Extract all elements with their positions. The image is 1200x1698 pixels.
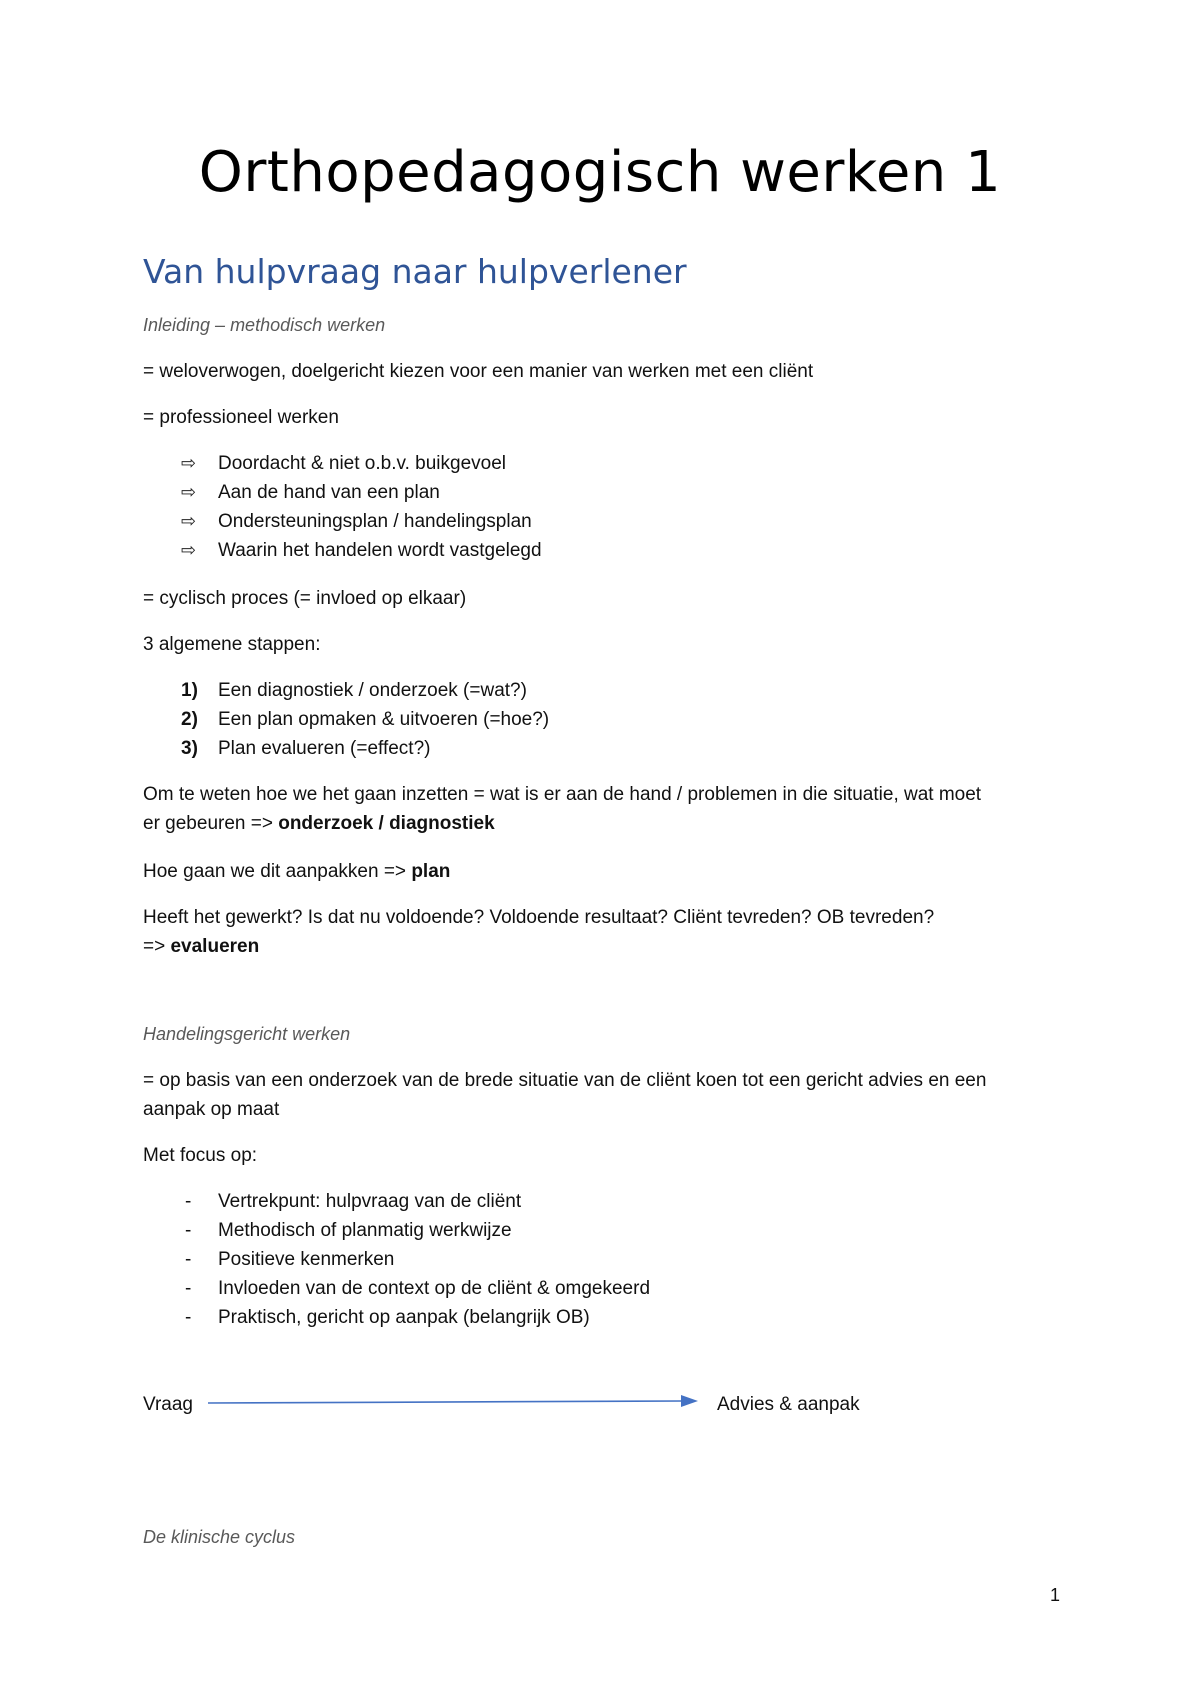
dash-list [143,1187,650,1332]
paragraph-plan: Hoe gaan we dit aanpakken => plan [143,861,451,882]
dash-bullet: - [185,1249,192,1270]
list-item: ⇨ Doordacht & niet o.b.v. buikgevoel [143,449,542,478]
section-heading: Van hulpvraag naar hulpverlener [143,252,687,291]
list-item: - Methodisch of planmatig werkwijze [143,1216,650,1245]
flow-arrow-icon [208,1393,698,1413]
flow-label-advies: Advies & aanpak [717,1394,860,1415]
step-number: 2) [181,709,198,730]
list-item: - Praktisch, gericht op aanpak (belangrijk OB) [143,1303,650,1332]
paragraph-definition: = weloverwogen, doelgericht kiezen voor een manier van werken met een cliënt [143,361,814,382]
list-item: - Positieve kenmerken [143,1245,650,1274]
paragraph-stappen-intro: 3 algemene stappen: [143,634,321,655]
arrow-right-icon: ⇨ [181,482,197,502]
list-item: - Invloeden van de context op de cliënt & omgekeerd [143,1274,650,1303]
arrow-list [143,449,542,565]
paragraph-handelingsgericht: = op basis van een onderzoek van de brede situatie van de cliënt koen tot een gericht advies en een aanpak op maat [143,1070,987,1120]
page-number: 1 [1050,1585,1061,1605]
dash-bullet: - [185,1278,192,1299]
arrow-right-icon: ⇨ [181,540,197,560]
subtitle-handelingsgericht: Handelingsgericht werken [143,1024,351,1044]
step-number: 3) [181,738,198,759]
subtitle-klinische-cyclus: De klinische cyclus [143,1527,296,1547]
list-item: ⇨ Ondersteuningsplan / handelingsplan [143,507,542,536]
dash-bullet: - [185,1307,192,1328]
list-item: 3) Plan evalueren (=effect?) [143,734,549,763]
document-title: Orthopedagogisch werken 1 [198,140,1002,205]
list-item: ⇨ Waarin het handelen wordt vastgelegd [143,536,542,565]
step-number: 1) [181,680,198,701]
dash-bullet: - [185,1220,192,1241]
paragraph-cyclisch: = cyclisch proces (= invloed op elkaar) [143,588,467,609]
arrow-right-icon: ⇨ [181,511,197,531]
numbered-steps-list [143,676,549,763]
paragraph-evalueren: Heeft het gewerkt? Is dat nu voldoende? Voldoende resultaat? Cliënt tevreden? OB tevreden? => evalueren [143,907,935,957]
arrow-right-icon: ⇨ [181,453,197,473]
list-item: ⇨ Aan de hand van een plan [143,478,542,507]
dash-bullet: - [185,1191,192,1212]
list-item: 2) Een plan opmaken & uitvoeren (=hoe?) [143,705,549,734]
paragraph-focus: Met focus op: [143,1145,258,1166]
paragraph-onderzoek: Om te weten hoe we het gaan inzetten = wat is er aan de hand / problemen in die situatie, wat moet er gebeuren => onderzoek / diagnostiek [143,784,982,834]
paragraph-professioneel: = professioneel werken [143,407,339,428]
list-item: - Vertrekpunt: hulpvraag van de cliënt [143,1187,650,1216]
subtitle-methodisch-werken: Inleiding – methodisch werken [143,315,386,335]
list-item: 1) Een diagnostiek / onderzoek (=wat?) [143,676,549,705]
flow-label-vraag: Vraag [143,1394,193,1415]
